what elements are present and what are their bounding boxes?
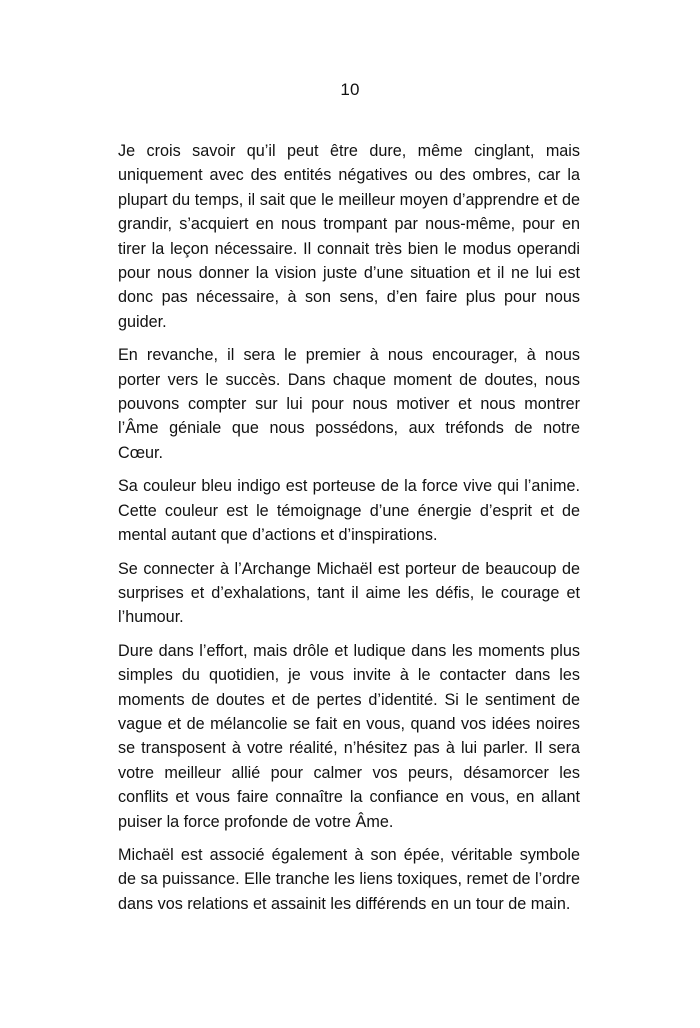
page-number: 10 <box>340 80 360 99</box>
paragraph: Michaël est associé également à son épée, véritable symbole de sa puissance. Elle tranche les liens toxiques, remet de l’ordre dans vos relations et assainit les différends en un tour de main. <box>118 845 580 913</box>
body-text <box>118 139 580 925</box>
paragraph: Se connecter à l’Archange Michaël est porteur de beaucoup de surprises et d’exhalations, tant il aime les défis, le courage et l’humour. <box>118 559 580 627</box>
paragraph: Je crois savoir qu’il peut être dure, même cinglant, mais uniquement avec des entités négatives ou des ombres, car la plupart du temps, il sait que le meilleur moyen d’apprendre et de grandir, s’acquiert en nous trompant par nous-même, pour en tirer la leçon nécessaire. Il connait très bien le modus operandi pour nous donner la vision juste d’une situation et il ne lui est donc pas nécessaire, à son sens, d’en faire plus pour nous guider. <box>118 142 580 331</box>
paragraph: En revanche, il sera le premier à nous encourager, à nous porter vers le succès. Dans chaque moment de doutes, nous pouvons compter sur lui pour nous motiver et nous montrer l’Âme géniale que nous possédons, aux tréfonds de notre Cœur. <box>118 346 580 462</box>
paragraph: Dure dans l’effort, mais drôle et ludique dans les moments plus simples du quotidien, je vous invite à le contacter dans les moments de doutes et de pertes d’identité. Si le sentiment de vague et de mélancolie se fait en vous, quand vos idées noires se transposent à votre réalité, n’hésitez pas à lui parler. Il sera votre meilleur allié pour calmer vos peurs, désamorcer les conflits et vous faire connaître la confiance en vous, en allant puiser la force profonde de votre Âme. <box>118 641 580 831</box>
paragraph: Sa couleur bleu indigo est porteuse de la force vive qui l’anime. Cette couleur est le témoignage d’une énergie d’esprit et de mental autant que d’actions et d’inspirations. <box>118 477 580 545</box>
